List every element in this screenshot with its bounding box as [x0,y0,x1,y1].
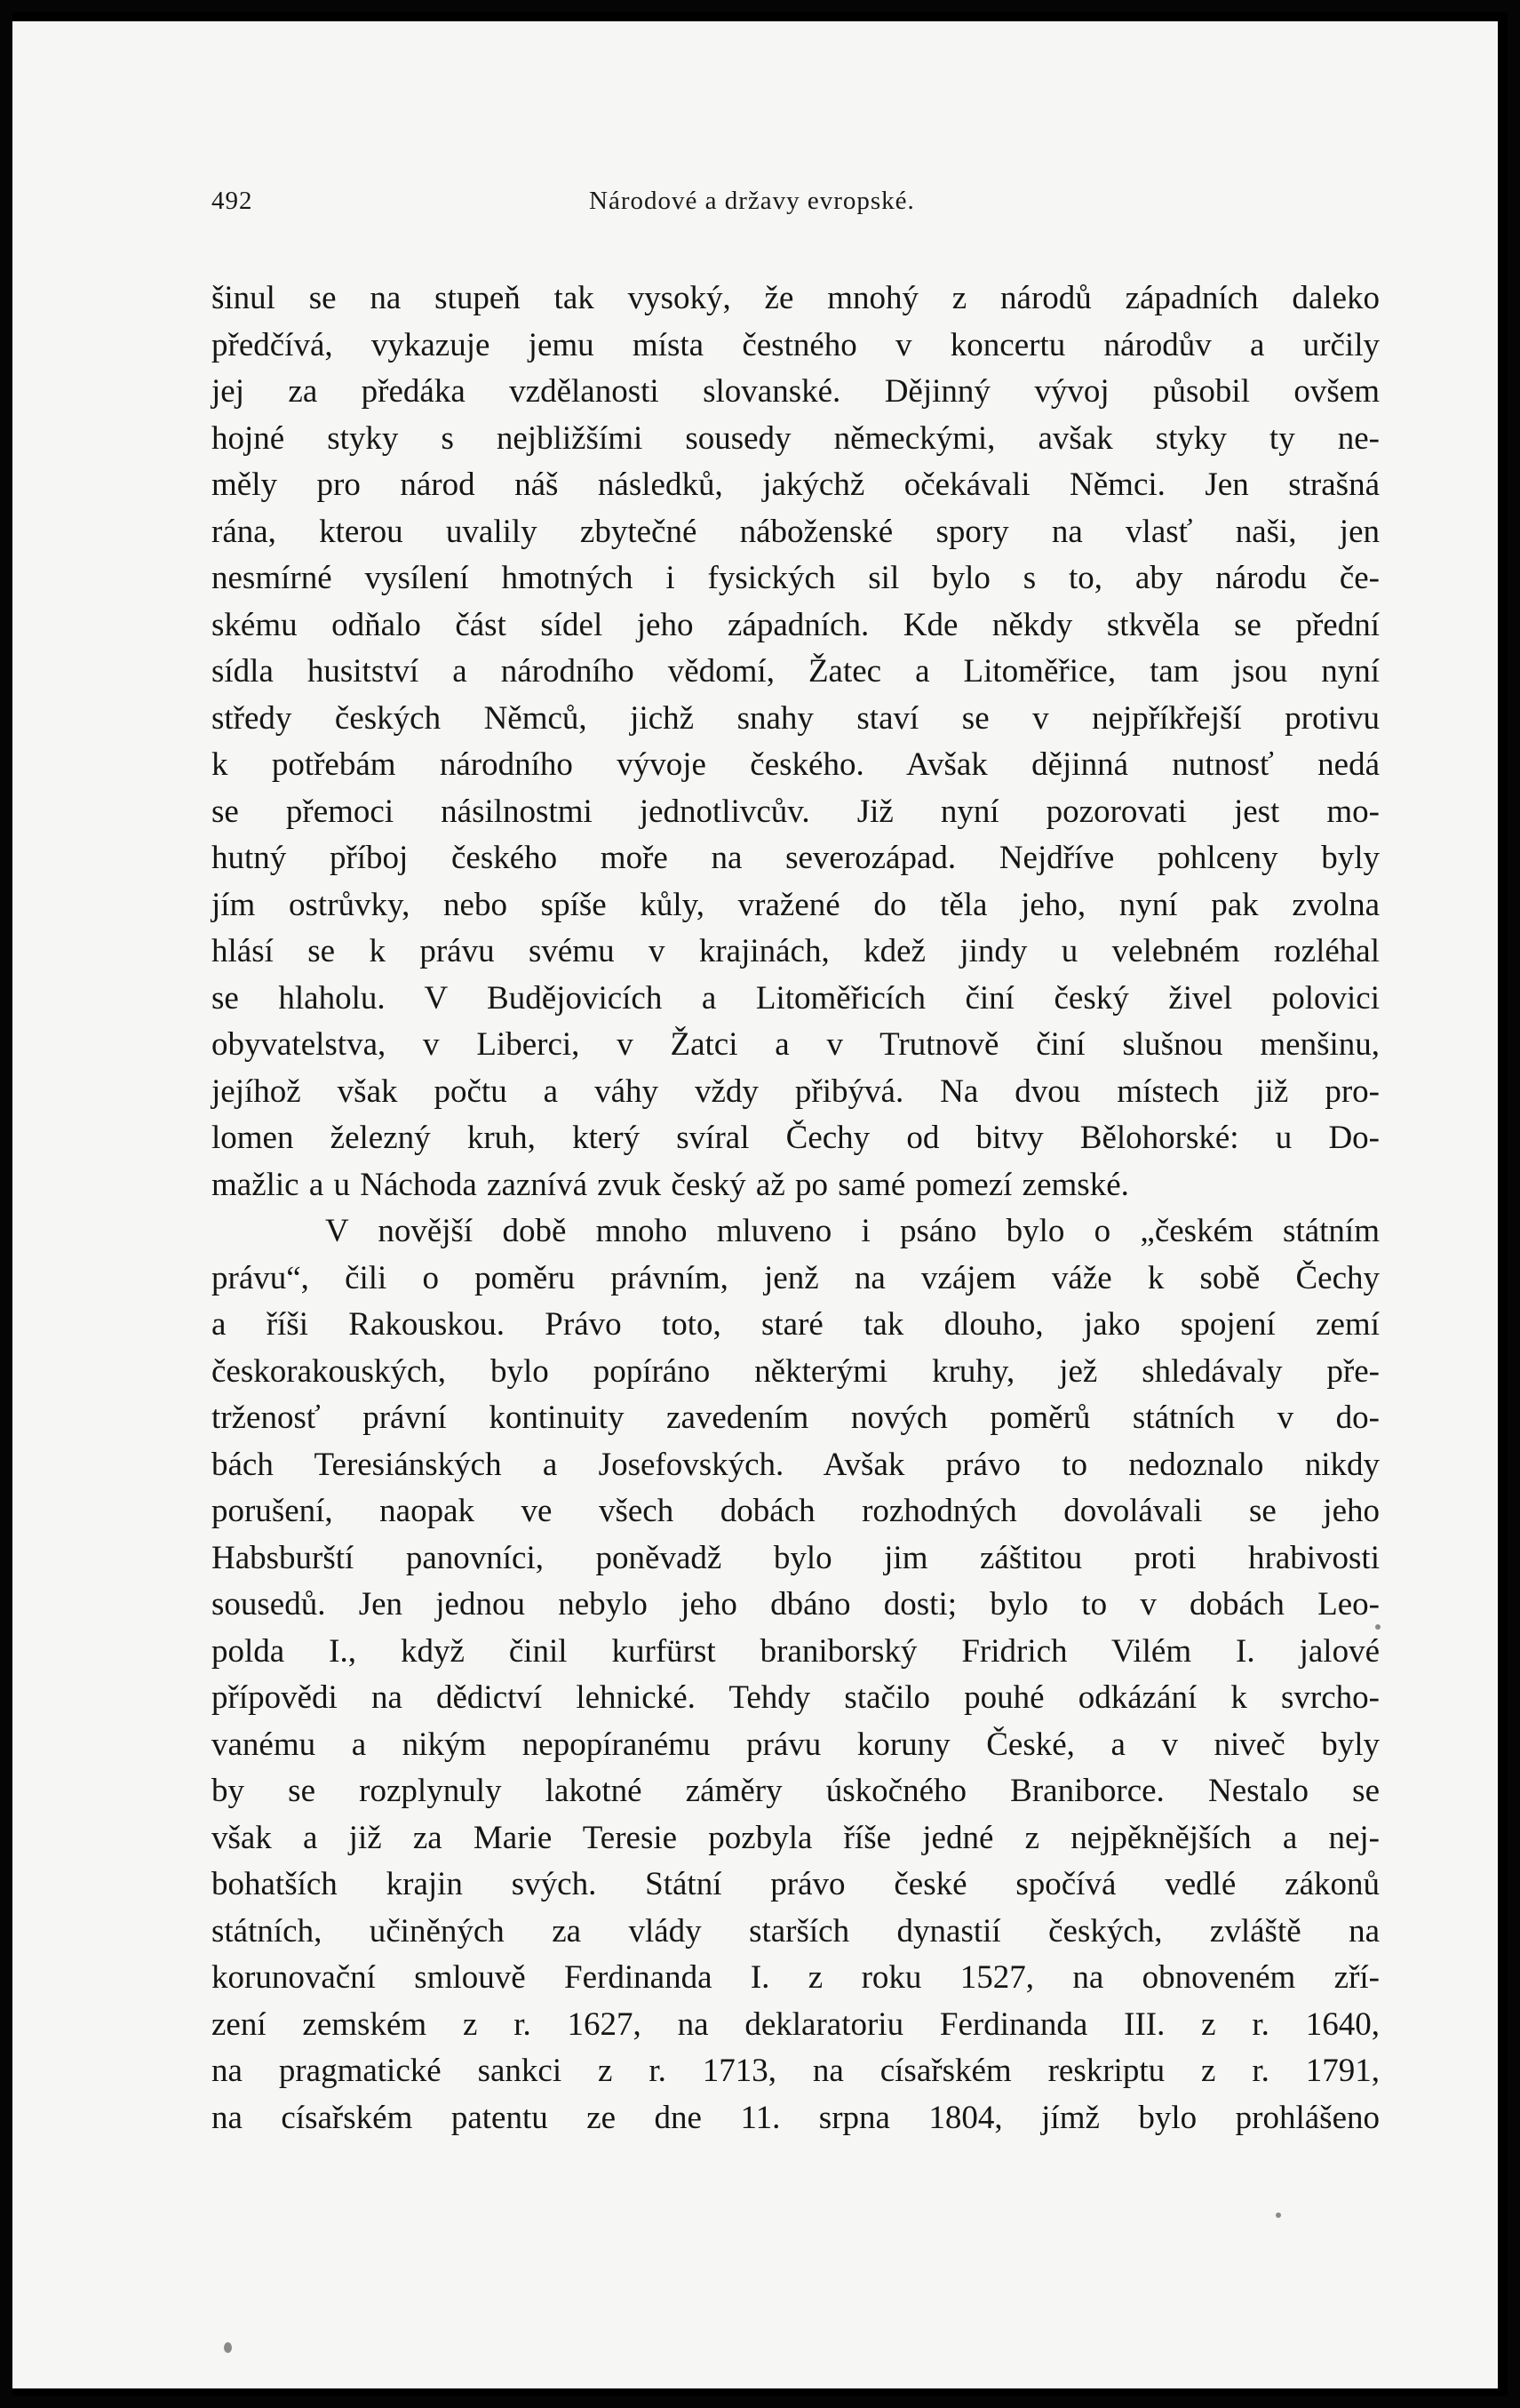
page-number: 492 [211,187,253,215]
text-line: skému odňalo část sídel jeho západních. Kde někdy stkvěla se přední [211,606,1380,643]
text-line: k potřebám národního vývoje českého. Avšak dějinná nutnosť nedá [211,746,1380,783]
text-line: právu“, čili o poměru právním, jenž na vzájem váže k sobě Čechy [211,1259,1380,1296]
paragraph-2 [211,1208,1380,2141]
text-line: státních, učiněných za vlády starších dynastií českých, zvláště na [211,1912,1380,1950]
text-line: bohatších krajin svých. Státní právo české spočívá vedlé zákonů [211,1866,1380,1902]
text-line: V novější době mnoho mluveno i psáno bylo o „českém státním [325,1213,1380,1249]
text-line: přípovědi na dědictví lehnické. Tehdy stačilo pouhé odkázání k svrcho- [211,1679,1380,1716]
text-line: a říši Rakouskou. Právo toto, staré tak dlouho, jako spojení zemí [211,1306,1380,1343]
dust-speck [1375,1624,1381,1630]
text-line: měly pro národ náš následků, jakýchž očekávali Němci. Jen strašná [211,466,1380,503]
text-line: korunovační smlouvě Ferdinanda I. z roku 1527, na obnoveném zří- [211,1959,1380,1996]
text-line: mažlic a u Náchoda zaznívá zvuk český až po samé pomezí zemské. [211,1166,1129,1203]
text-line: trženosť právní kontinuity zavedením nových poměrů státních v do- [211,1399,1380,1436]
text-line: na císařském patentu ze dne 11. srpna 1804, jímž bylo prohlášeno [211,2099,1380,2136]
text-line: středy českých Němců, jichž snahy staví se v nejpříkřejší protivu [211,699,1380,737]
text-line: zení zemském z r. 1627, na deklaratoriu Ferdinanda III. z r. 1640, [211,2005,1380,2043]
text-line: jím ostrůvky, nebo spíše kůly, vražené do těla jeho, nyní pak zvolna [211,886,1380,923]
text-line: bách Teresiánských a Josefovských. Avšak právo to nedoznalo nikdy [211,1446,1380,1483]
text-line: polda I., když činil kurfürst braniborský Fridrich Vilém I. jalové [211,1632,1380,1670]
running-title: Národové a državy evropské. [589,187,915,215]
text-line: lomen železný kruh, který svíral Čechy od bitvy Bělohorské: u Do- [211,1120,1380,1156]
text-line: by se rozplynuly lakotné záměry úskočného Braniborce. Nestalo se [211,1773,1380,1809]
text-line: porušení, naopak ve všech dobách rozhodných dovolávali se jeho [211,1493,1380,1529]
text-line: sídla husitství a národního vědomí, Žatec a Litoměřice, tam jsou nyní [211,653,1380,690]
text-line: obyvatelstva, v Liberci, v Žatci a v Trutnově činí slušnou menšinu, [211,1026,1380,1063]
text-line: hlásí se k právu svému v krajinách, kdež jindy u velebném rozléhal [211,933,1380,969]
text-line: rána, kterou uvalily zbytečné náboženské spory na vlasť naši, jen [211,513,1380,550]
text-line: českorakouských, bylo popíráno některými kruhy, jež shledávaly pře- [211,1352,1380,1390]
text-line: šinul se na stupeň tak vysoký, že mnohý z národů západních daleko [211,280,1380,316]
text-line: předčívá, vykazuje jemu místa čestného v koncertu národův a určily [211,326,1380,363]
dust-speck [224,2342,232,2353]
text-line: jej za předáka vzdělanosti slovanské. Dějinný vývoj působil ovšem [211,373,1380,410]
text-line: hutný příboj českého moře na severozápad. Nejdříve pohlceny byly [211,840,1380,876]
text-line: se přemoci násilnostmi jednotlivcův. Již nyní pozorovati jest mo- [211,793,1380,830]
dust-speck [1276,2213,1281,2218]
paragraph-1 [211,275,1380,1208]
text-line: se hlaholu. V Budějovicích a Litoměřicích činí český živel polovici [211,979,1380,1017]
text-line: sousedů. Jen jednou nebylo jeho dbáno dosti; bylo to v dobách Leo- [211,1586,1380,1623]
text-line: na pragmatické sankci z r. 1713, na císařském reskriptu z r. 1791, [211,2053,1380,2089]
running-head [211,187,1011,222]
text-line: vanému a nikým nepopíranému právu koruny České, a v niveč byly [211,1726,1380,1763]
text-line: Habsburští panovníci, poněvadž bylo jim záštitou proti hrabivosti [211,1539,1380,1576]
text-line: nesmírné vysílení hmotných i fysických sil bylo s to, aby národu če- [211,560,1380,596]
text-line: hojné styky s nejbližšími sousedy německými, avšak styky ty ne- [211,419,1380,457]
text-line: však a již za Marie Teresie pozbyla říše jedné z nejpěknějších a nej- [211,1819,1380,1856]
body-text [211,275,1380,2141]
text-line: jejíhož však počtu a váhy vždy přibývá. Na dvou místech již pro- [211,1072,1380,1110]
